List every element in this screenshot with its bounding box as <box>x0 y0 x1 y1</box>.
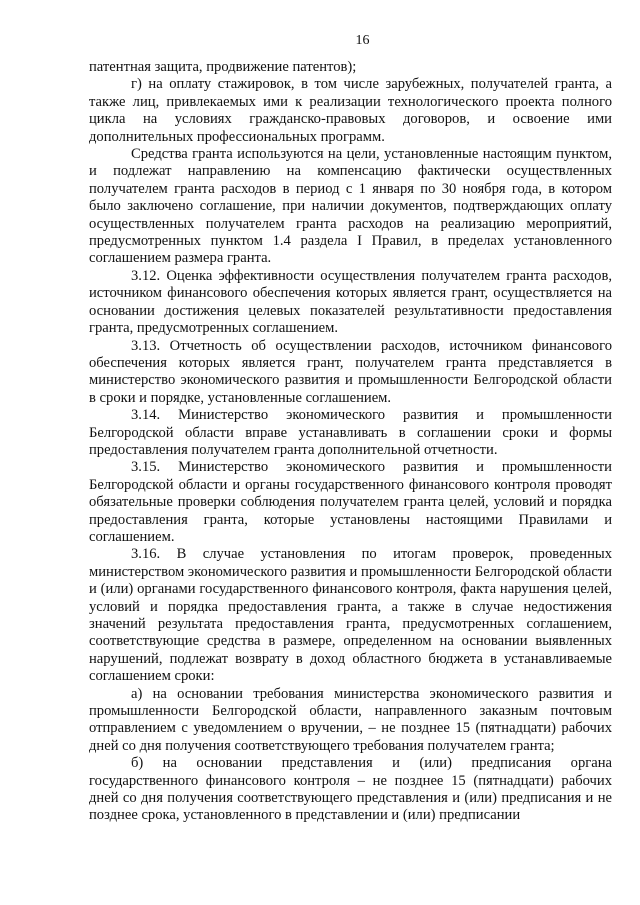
paragraph-3-14: 3.14. Министерство экономического развития и промышленности Белгородской области вправе устанавливать в соглашении сроки и формы предоставления получателем гранта дополнительной отчетности. <box>89 407 612 458</box>
paragraph-3-13: 3.13. Отчетность об осуществлении расходов, источником финансового обеспечения которых является грант, получателем гранта представляется в министерство экономического развития и промышленности Белгородской области в сроки и порядке, установленные соглашением. <box>89 337 612 406</box>
paragraph-item-b: б) на основании представления и (или) предписания органа государственного финансового контроля – не позднее 15 (пятнадцати) рабочих дней со дня получения соответствующего представления и (или) предписания и не позднее срока, установленного в представлении и (или) предписании <box>89 755 612 824</box>
paragraph-grant-funds: Средства гранта используются на цели, установленные настоящим пунктом, и подлежат направлению на компенсацию фактически осуществленных получателем гранта расходов в период с 1 января по 30 ноября года, в котором было заключено соглашение, при наличии документов, подтверждающих оплату осуществленных получателем гранта расходов на реализацию мероприятий, предусмотренных пунктом 1.4 раздела I Правил, в пределах установленного соглашением размера гранта. <box>89 146 612 267</box>
page-number: 16 <box>355 33 370 48</box>
paragraph-item-a: а) на основании требования министерства экономического развития и промышленности Белгородской области, направленного заказным почтовым отправлением с уведомлением о вручении, – не позднее 15 (пятнадцати) рабочих дней со дня получения соответствующего требования получателем гранта; <box>89 685 612 754</box>
paragraph-continuation: патентная защита, продвижение патентов); <box>89 59 357 75</box>
paragraph-3-15: 3.15. Министерство экономического развития и промышленности Белгородской области и органы государственного финансового контроля проводят обязательные проверки соблюдения получателем гранта целей, условий и порядка предоставления гранта, которые установлены настоящими Правилами и соглашением. <box>89 459 612 545</box>
paragraph-item-g: г) на оплату стажировок, в том числе зарубежных, получателей гранта, а также лиц, привлекаемых ими к реализации технологического проекта полного цикла на условиях гражданско-правовых договоров, и освоение ими дополнительных профессиональных программ. <box>89 76 612 145</box>
paragraph-3-16: 3.16. В случае установления по итогам проверок, проведенных министерством экономического развития и промышленности Белгородской области и (или) органами государственного финансового контроля, факта нарушения целей, условий и порядка предоставления гранта, а также в случае недостижения значений результата предоставления гранта, предусмотренных соглашением, соответствующие средства в размере, определенном на основании выявленных нарушений, подлежат возврату в доход областного бюджета в устанавливаемые соглашением сроки: <box>89 546 612 685</box>
paragraph-3-12: 3.12. Оценка эффективности осуществления получателем гранта расходов, источником финансового обеспечения которых является грант, осуществляется на основании достижения целевых показателей результативности предоставления гранта, предусмотренных соглашением. <box>89 267 612 337</box>
